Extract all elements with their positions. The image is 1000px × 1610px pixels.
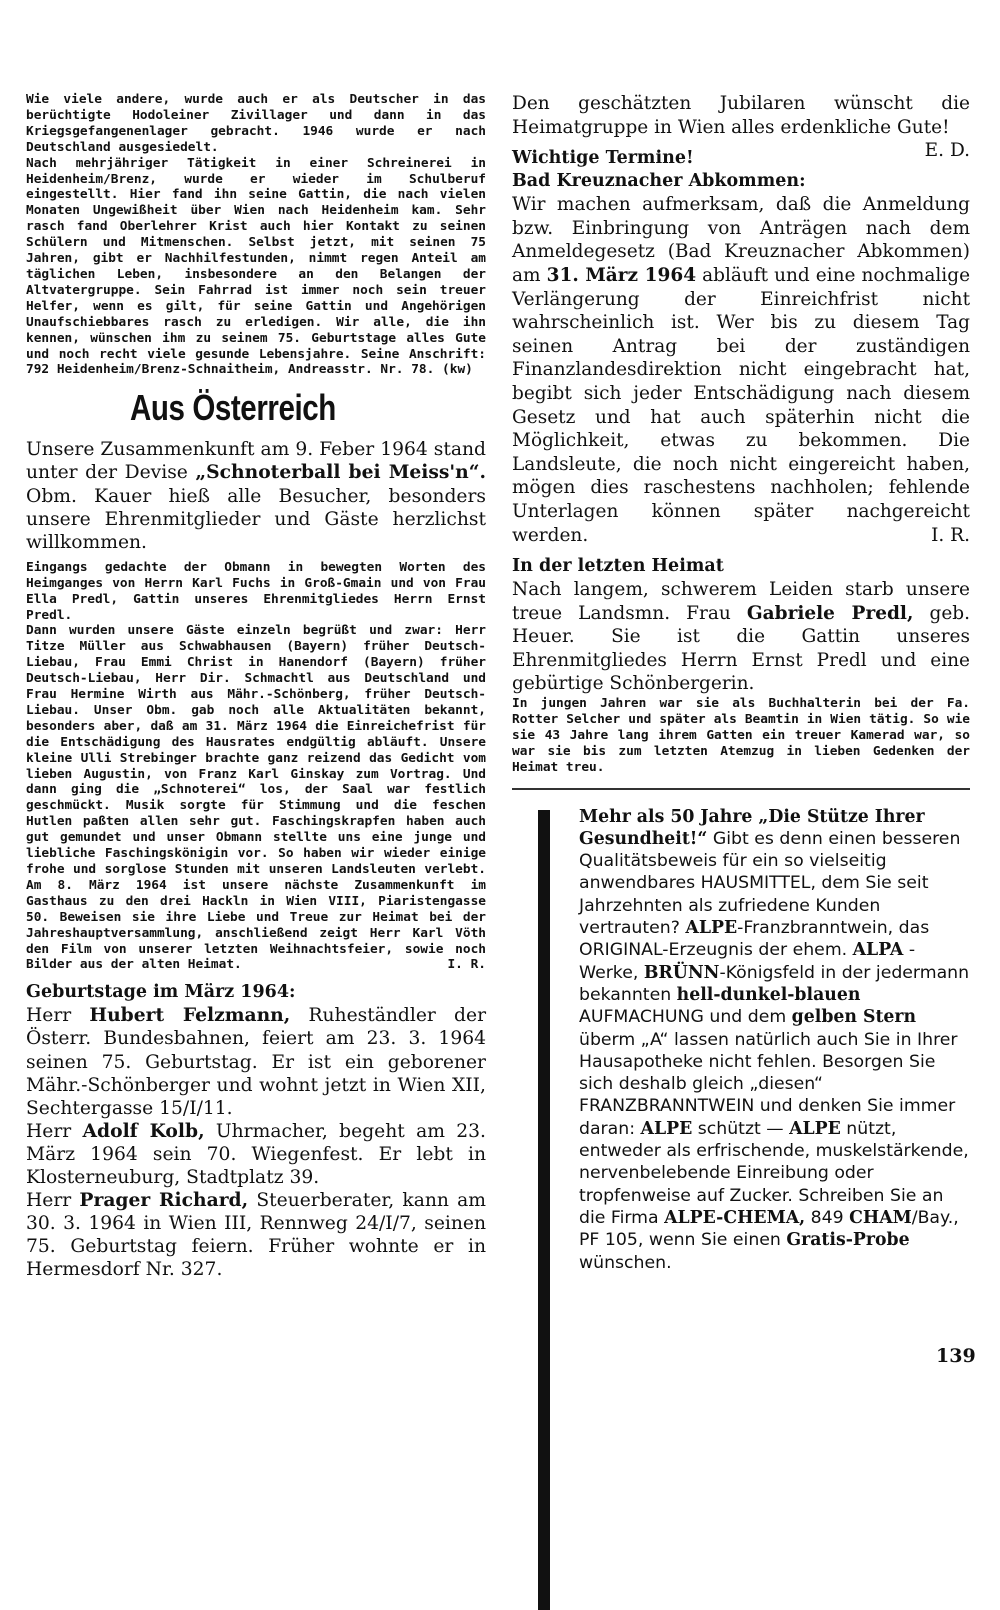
intro-paragraph-1: Wie viele andere, wurde auch er als Deutscher in das berüchtigte Hodoleiner Zivillager und dann in das Kriegsgefangenenlager gebracht. 1946 wurde er nach Deutschland ausgesiedelt. [26, 92, 486, 155]
memorial-name: Gabriele Predl, [746, 602, 914, 624]
free-sample: Gratis-Probe [786, 1230, 910, 1251]
meeting-signature: I. R. [447, 957, 486, 973]
brand-alpe: ALPE [685, 918, 738, 939]
jubilee-wishes: Den geschätzten Jubilaren wünscht die Heimatgruppe in Wien alles erdenkliche Gute! E. D. [512, 93, 970, 162]
deadline-notice: 31. März 1964 die Einreichefrist für die Entschädigung des Hausrates endgültig abläuft. [26, 718, 487, 750]
bad-kreuznach-text: Wir machen aufmerksam, daß die Anmeldung bzw. Einbringung von Anträgen nach dem Anmeldegesetz (Bad Kreuznacher Abkommen) am 31. März 1964 abläuft und eine nochmalige Verlängerung der Einreichfrist nicht wahrscheinlich ist. Wer bis zu diesem Tag seinen Antrag bei der zuständigen Finanzlandesdirektion nicht eingebracht hat, begibt sich jeder Entschädigung nach diesem Gesetz und hat auch späterhin nicht die Möglichkeit, etwas zu bekommen. Die Landsleute, die noch nicht eingereicht haben, mögen dies raschestens nachholen; fehlende Unterlagen können später nachgereicht werden. I. R. [512, 194, 971, 546]
ad-bar [538, 810, 550, 1610]
bad-kreuznach-signature: I. R. [931, 524, 970, 546]
ad-text: Mehr als 50 Jahre „Die Stütze Ihrer Gesundheit!“ Gibt es denn einen besseren Qualitätsbeweis für ein so vielseitig anwendbares HAUSMITTEL, dem Sie seit Jahrzehnten als zufriedene Kunden vertrauten? ALPE-Franzbranntwein, das ORIGINAL-Erzeugnis der ehem. ALPA - Werke, BRÜNN-Königsfeld in der jedermann bekannten hell-dunkel-blauen AUFMACHUNG und dem gelben Stern überm „A“ lassen natürlich auch Sie in Ihrer Hausapotheke nicht fehlen. Besorgen Sie sich deshalb gleich „diesen“ FRANZBRANNTWEIN und denken Sie immer daran: ALPE schützt — ALPE nützt, entweder als erfrischende, muskelstärkende, nervenbelebende Einreibung oder tropfenweise auf Zucker. Schreiben Sie an die Firma ALPE-CHEMA, 849 CHAM/Bay., PF 105, wenn Sie einen Gratis-Probe wünschen. [579, 806, 970, 1273]
birthday-name: Prager Richard, [79, 1189, 249, 1212]
right-column [512, 92, 970, 1274]
birthdays-heading: Geburtstage im März 1964: [26, 982, 296, 1003]
meeting-lead: Unsere Zusammenkunft am 9. Feber 1964 stand unter der Devise „Schnoterball bei Meiss'n“. Obm. Kauer hieß alle Besucher, besonders unsere Ehrenmitglieder und Gäste herzlichst willkommen. [26, 439, 486, 553]
annual-meeting: Jahreshauptversammlung, [26, 925, 204, 941]
birthday-entry: Herr Hubert Felzmann, Ruheständler der Österr. Bundesbahnen, feiert am 23. 3. 1964 seinen 75. Geburtstag. Er ist ein geborener Mähr.-Schönberger und wohnt jetzt in Wien XII, Sechtergasse 15/I/11. [26, 1004, 487, 1119]
meeting-paragraph-1: Eingangs gedachte der Obmann in bewegten Worten des Heimganges von Herrn Karl Fuchs in Groß-Gmain und von Frau Ella Predl, Gattin unseres Ehrenmitgliedes Herrn Ernst Predl. [26, 559, 486, 623]
bad-kreuznach-heading: Bad Kreuznacher Abkommen: [512, 171, 806, 192]
page-number: 139 [936, 1345, 976, 1367]
intro-paragraph-2: Nach mehrjähriger Tätigkeit in einer Schreinerei in Heidenheim/Brenz, wurde er wieder im Schulberuf eingestellt. Hier fand ihn seine Gattin, die nach vielen Monaten Ungewißheit über Wien nach Heidenheim kam. Sehr rasch fand Oberlehrer Krist auch hier Kontakt zu seinen Schülern und Mitmenschen. Selbst jetzt, mit seinen 75 Jahren, gibt er Nachhilfestunden, nimmt regen Anteil am täglichen Leben, insbesondere an den Belangen der Altvatergruppe. Sein Fahrrad ist immer noch sein treuer Helfer, wenn es gilt, für seine Gattin und Angehörigen Unaufschiebbares rasch zu erledigen. Wir alle, die ihn kennen, wünschen ihm zu seinem 75. Geburtstage alles Gute und noch recht viele gesunde Lebensjahre. Seine Anschrift: 792 Heidenheim/Brenz-Schnaitheim, Andreasstr. Nr. 78. (kw) [26, 155, 486, 378]
company-name: ALPE-CHEMA, [664, 1207, 806, 1228]
next-meeting-date: 8. März 1964 ist unsere [57, 877, 269, 893]
important-dates-heading: Wichtige Termine! [512, 148, 694, 169]
jubilee-signature: E. D. [924, 140, 970, 162]
meeting-motto: „Schnoterball bei Meiss'n“. [195, 461, 486, 484]
memorial-detail: In jungen Jahren war sie als Buchhalterin bei der Fa. Rotter Selcher und später als Beamtin in Wien tätig. So wie sie 43 Jahre lang ihrem Gatten ein treuer Kamerad war, so war sie bis zum letzten Atemzug in lieben Gedenken der Heimat treu. [512, 696, 970, 775]
meeting-paragraph-2: Dann wurden unsere Gäste einzeln begrüßt und zwar: Herr Titze Müller aus Schwabhausen (Bayern) früher Deutsch-Liebau, Frau Emmi Christ in Hanendorf (Bayern) früher Deutsch-Liebau, Herr Dir. Schmachtl aus Deutschland und Frau Hermine Wirth aus Mähr.-Schönberg, früher Deutsch-Liebau. Unser Obm. gab noch alle Aktualitäten bekannt, besonders aber, daß am 31. März 1964 die Einreichefrist für die Entschädigung des Hausrates endgültig abläuft. Unsere kleine Ulli Strebinger brachte ganz reizend das Gedicht vom lieben Augustin, von Franz Karl Ginskay zum Vortrag. Und dann ging die „Schnoterei“ los, der Saal war festlich geschmückt. Musik sorgte für Stimmung und die feschen Hutlen paßten allen sehr gut. Faschingskrapfen haben auch gut gemundet und unser Obmann stellte uns eine junge und liebliche Faschingskönigin vor. So haben wir wieder einige frohe und sorglose Stunden mit unseren Landsleuten verlebt. Am 8. März 1964 ist unsere nächste Zusammenkunft im Gasthaus zu den drei Hackln in Wien VIII, Piaristengasse 50. Beweisen sie ihre Liebe und Treue zur Heimat bei der Jahreshauptversammlung, anschließend zeigt Herr Karl Vöth den Film von unserer letzten Weihnachtsfeier, sowie noch Bilder aus der alten Heimat. I. R. [26, 623, 487, 973]
deadline-date: 31. März 1964 [546, 264, 697, 286]
memorial-text: Nach langem, schwerem Leiden starb unsere treue Landsmn. Frau Gabriele Predl, geb. Heuer. Sie ist die Gattin unseres Ehrenmitgliedes Herrn Ernst Predl und eine gebürtige Schönbergerin. [512, 579, 970, 695]
birthday-entry: Herr Adolf Kolb, Uhrmacher, begeht am 23. März 1964 sein 70. Wiegenfest. Er lebt in Klosterneuburg, Stadtplatz 39. [26, 1119, 486, 1188]
birthday-name: Hubert Felzmann, [89, 1004, 291, 1027]
birthday-entry: Herr Prager Richard, Steuerberater, kann am 30. 3. 1964 in Wien III, Rennweg 24/I/7, seinen 75. Geburtstag feiern. Früher wohnte er in Hermesdorf Nr. 327. [26, 1189, 486, 1281]
divider [512, 788, 970, 790]
section-title: Aus Österreich [130, 387, 336, 429]
memorial-heading: In der letzten Heimat [512, 556, 724, 577]
advertisement [512, 806, 970, 1274]
left-column [26, 92, 486, 1281]
birthday-name: Adolf Kolb, [82, 1119, 205, 1142]
